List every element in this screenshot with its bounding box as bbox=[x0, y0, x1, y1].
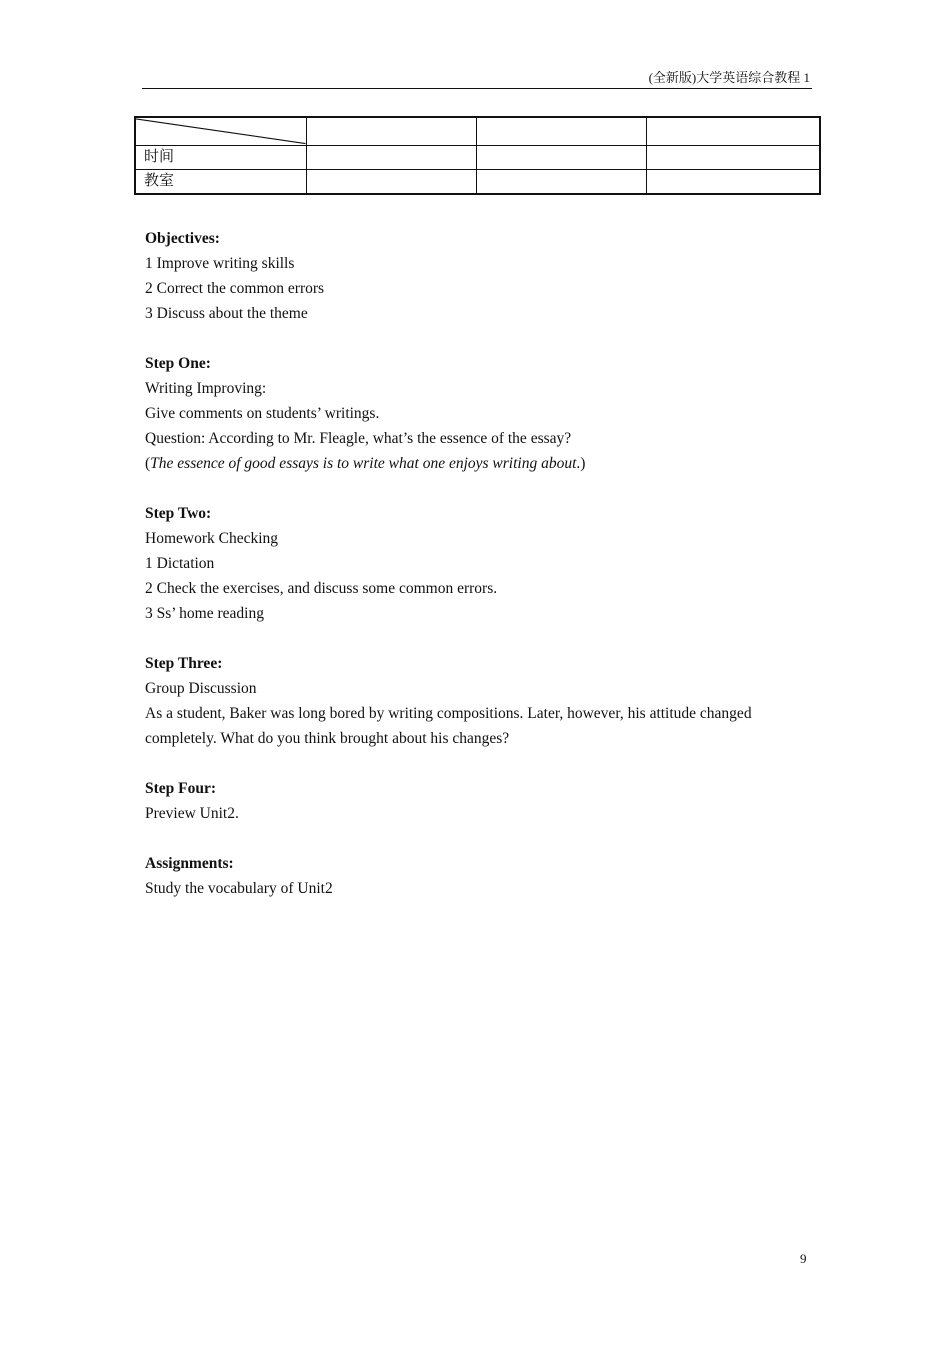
table-header-cell bbox=[476, 117, 646, 145]
header-rule bbox=[142, 88, 812, 89]
page-number: 9 bbox=[800, 1251, 807, 1266]
step-two-line: 3 Ss’ home reading bbox=[145, 605, 264, 622]
step-one-heading: Step One: bbox=[145, 355, 211, 372]
assignments-section bbox=[145, 851, 815, 901]
row-label-time: 时间 bbox=[135, 145, 306, 169]
step-two-line: Homework Checking bbox=[145, 530, 279, 547]
table-header-cell bbox=[646, 117, 820, 145]
table-cell bbox=[476, 145, 646, 169]
step-two-section bbox=[145, 501, 815, 626]
objectives-section bbox=[145, 226, 815, 326]
step-one-section bbox=[145, 351, 815, 476]
step-one-answer bbox=[145, 451, 815, 476]
step-four-line: Preview Unit2. bbox=[145, 805, 239, 822]
step-one-line: Give comments on students’ writings. bbox=[145, 405, 380, 422]
diagonal-header-cell bbox=[135, 117, 306, 145]
lesson-content bbox=[145, 226, 815, 926]
answer-text: The essence of good essays is to write what one enjoys writing about bbox=[150, 455, 577, 472]
table-row-classroom bbox=[135, 169, 820, 194]
assignments-line: Study the vocabulary of Unit2 bbox=[145, 880, 333, 897]
step-three-line: Group Discussion bbox=[145, 680, 257, 697]
table-cell bbox=[646, 169, 820, 194]
table-cell bbox=[306, 145, 476, 169]
step-two-line: 2 Check the exercises, and discuss some common errors. bbox=[145, 580, 498, 597]
step-one-question: Question: According to Mr. Fleagle, what’s the essence of the essay? bbox=[145, 430, 572, 447]
step-two-line: 1 Dictation bbox=[145, 555, 215, 572]
objective-item: 2 Correct the common errors bbox=[145, 280, 325, 297]
answer-close-paren: .) bbox=[576, 455, 586, 472]
answer-open-paren: ( bbox=[145, 455, 151, 472]
table-row-time bbox=[135, 145, 820, 169]
step-one-line: Writing Improving: bbox=[145, 380, 267, 397]
step-four-section bbox=[145, 776, 815, 826]
step-four-heading: Step Four: bbox=[145, 780, 217, 797]
row-label-classroom: 教室 bbox=[135, 169, 306, 194]
table-header-row bbox=[135, 117, 820, 145]
header-title: (全新版)大学英语综合教程 1 bbox=[648, 70, 810, 85]
diagonal-line bbox=[136, 118, 306, 145]
step-three-paragraph: As a student, Baker was long bored by writing compositions. Later, however, his attitude changed completely. What do you think brought about his changes? bbox=[145, 705, 752, 747]
table-header-cell bbox=[306, 117, 476, 145]
objective-item: 1 Improve writing skills bbox=[145, 255, 295, 272]
objective-item: 3 Discuss about the theme bbox=[145, 305, 308, 322]
table-cell bbox=[646, 145, 820, 169]
step-three-section bbox=[145, 651, 815, 751]
step-three-heading: Step Three: bbox=[145, 655, 223, 672]
objectives-heading: Objectives: bbox=[145, 230, 220, 247]
schedule-table bbox=[134, 116, 821, 195]
assignments-heading: Assignments: bbox=[145, 855, 234, 872]
step-two-heading: Step Two: bbox=[145, 505, 212, 522]
table-cell bbox=[476, 169, 646, 194]
table-cell bbox=[306, 169, 476, 194]
